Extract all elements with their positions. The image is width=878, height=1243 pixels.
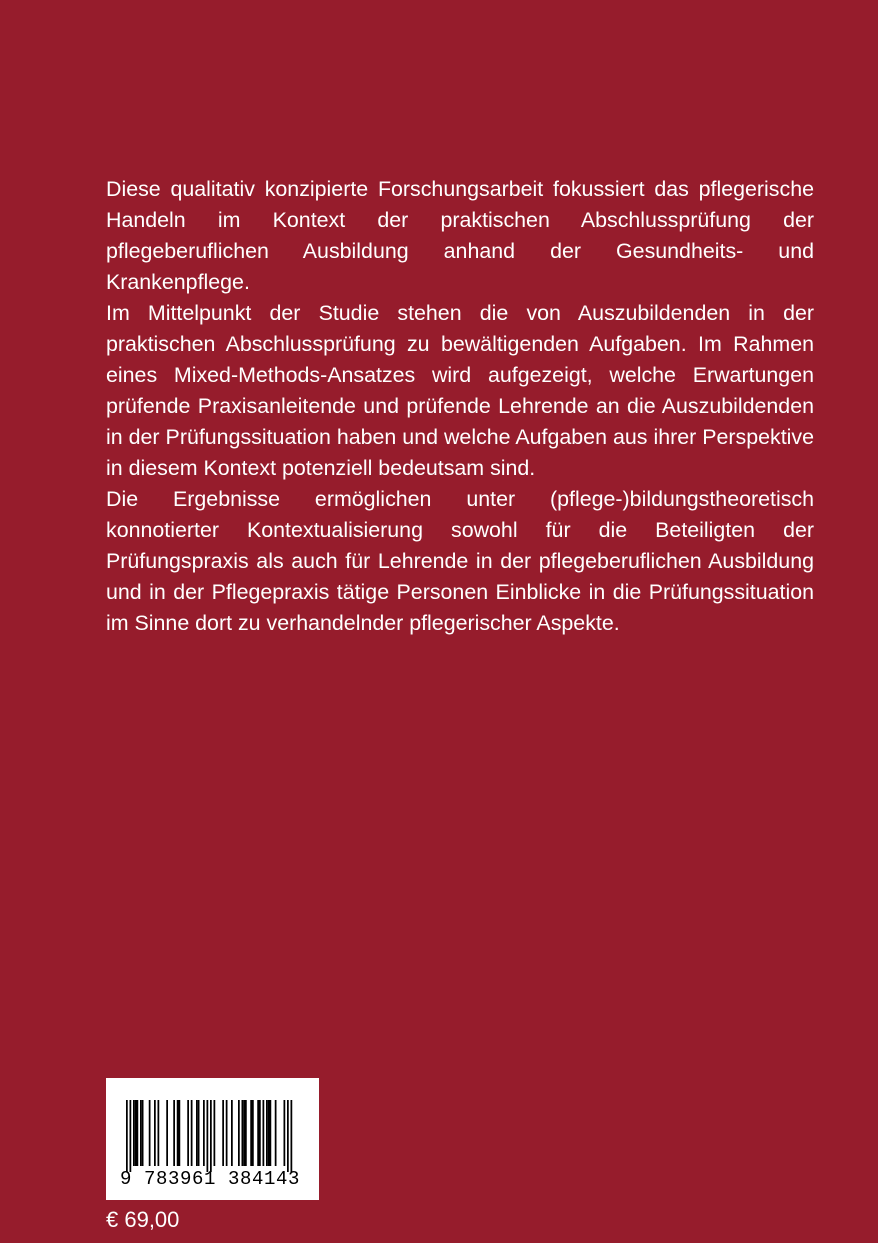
barcode-bar (203, 1100, 205, 1166)
barcode-bar (140, 1100, 142, 1166)
blurb-paragraph-3: Die Ergebnisse ermöglichen unter (pflege-)bildungstheoretisch konnotierter Kontextualisierung sowohl für die Beteiligten der Prüfungspraxis als auch für Lehrende in der pflegeberuflichen Ausbildung und in der Pflegepraxis tätige Personen Einblicke in die Prüfungssituation im Sinne dort zu verhandelnder pflegerischer Aspekte. (106, 487, 814, 635)
barcode-bar (173, 1100, 175, 1166)
barcode-bar (198, 1100, 200, 1166)
barcode-bar (252, 1100, 254, 1166)
barcode-bar (243, 1100, 245, 1166)
barcode-bar (126, 1100, 128, 1172)
barcode-bar (207, 1100, 209, 1172)
barcode-bar (142, 1100, 144, 1166)
barcode-bar (166, 1100, 168, 1166)
barcode-bar (268, 1100, 270, 1166)
barcode-bar (263, 1100, 265, 1166)
barcode-bar (214, 1100, 216, 1166)
isbn-barcode (106, 1078, 319, 1200)
barcode-bar (250, 1100, 252, 1166)
barcode-bar (238, 1100, 240, 1166)
barcode-bar (266, 1100, 268, 1166)
barcode-bar (158, 1100, 160, 1166)
barcode-bar (287, 1100, 289, 1172)
barcode-bar (270, 1100, 272, 1166)
barcode-bar (130, 1100, 132, 1172)
barcode-bar (133, 1100, 135, 1166)
barcode-bar (137, 1100, 139, 1166)
barcode-bar (187, 1100, 189, 1166)
barcode-bar (231, 1100, 233, 1166)
barcode-bar (259, 1100, 261, 1166)
barcode-bar (245, 1100, 247, 1166)
barcode-bar (226, 1100, 228, 1166)
isbn-number: 9 783961 384143 (120, 1168, 301, 1190)
price-label: € 69,00 (106, 1207, 180, 1232)
blurb-paragraph-1: Diese qualitativ konzipierte Forschungsarbeit fokussiert das pflegerische Handeln im Kontext der praktischen Abschlussprüfung der pflegeberuflichen Ausbildung anhand der Gesundheits- und Krankenpflege. (106, 177, 814, 294)
barcode-bar (275, 1100, 277, 1166)
barcode-bar (222, 1100, 224, 1166)
barcode-bar (257, 1100, 259, 1166)
barcode-bar (179, 1100, 181, 1166)
barcode-bar (210, 1100, 212, 1172)
barcode-bar (177, 1100, 179, 1166)
barcode-bar (196, 1100, 198, 1166)
barcode-bar (284, 1100, 286, 1166)
back-cover-blurb (106, 174, 814, 639)
barcode-bar (135, 1100, 137, 1166)
barcode-bar (242, 1100, 244, 1166)
blurb-paragraph-2: Im Mittelpunkt der Studie stehen die von Auszubildenden in der praktischen Abschlussprüfung zu bewältigenden Aufgaben. Im Rahmen eines Mixed-Methods-Ansatzes wird aufgezeigt, welche Erwartungen prüfende Praxisanleitende und prüfende Lehrende an die Auszubildenden in der Prüfungssituation haben und welche Aufgaben aus ihrer Perspektive in diesem Kontext potenziell bedeutsam sind. (106, 301, 814, 480)
barcode-bar (154, 1100, 156, 1166)
barcode-bar (291, 1100, 293, 1172)
barcode-bar (149, 1100, 151, 1166)
barcode-bar (191, 1100, 193, 1166)
